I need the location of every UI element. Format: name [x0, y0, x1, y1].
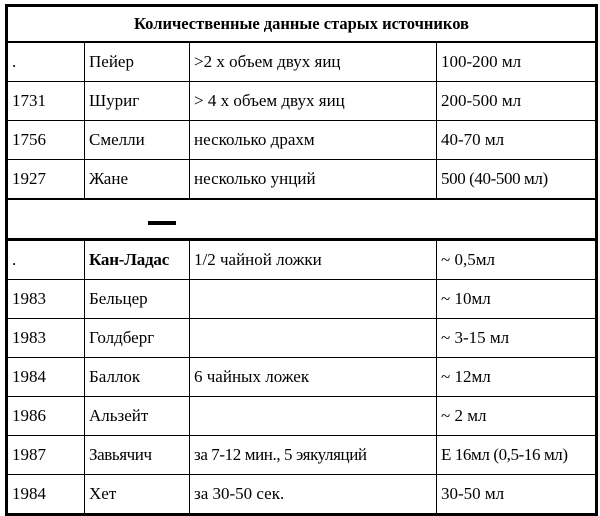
separator-dash-icon — [148, 221, 176, 225]
cell-name: Пейер — [85, 42, 190, 82]
cell-description — [190, 397, 437, 436]
table-row — [7, 280, 597, 319]
cell-name: Кан-Ладас — [85, 240, 190, 280]
table-row — [7, 121, 597, 160]
cell-year: 1983 — [7, 319, 85, 358]
cell-volume: 30-50 мл — [437, 475, 597, 515]
cell-description: > 4 х объем двух яиц — [190, 82, 437, 121]
cell-description: несколько драхм — [190, 121, 437, 160]
cell-year: 1986 — [7, 397, 85, 436]
cell-year: 1731 — [7, 82, 85, 121]
cell-description — [190, 319, 437, 358]
quantitative-data-table — [5, 4, 598, 516]
table-row — [7, 160, 597, 200]
cell-year: . — [7, 240, 85, 280]
cell-name: Голдберг — [85, 319, 190, 358]
separator-cell — [7, 199, 597, 240]
cell-description: за 30-50 сек. — [190, 475, 437, 515]
cell-year: 1987 — [7, 436, 85, 475]
cell-volume: ~ 3-15 мл — [437, 319, 597, 358]
cell-volume: 100-200 мл — [437, 42, 597, 82]
cell-year: 1984 — [7, 475, 85, 515]
table-row — [7, 42, 597, 82]
cell-volume: 200-500 мл — [437, 82, 597, 121]
cell-description: >2 x объем двух яиц — [190, 42, 437, 82]
cell-volume: ~ 0,5мл — [437, 240, 597, 280]
cell-volume: ~ 2 мл — [437, 397, 597, 436]
cell-volume: Е 16мл (0,5-16 мл) — [437, 436, 597, 475]
cell-volume: 40-70 мл — [437, 121, 597, 160]
cell-year: 1983 — [7, 280, 85, 319]
table-row — [7, 397, 597, 436]
cell-year: . — [7, 42, 85, 82]
cell-name: Баллок — [85, 358, 190, 397]
cell-description: несколько унций — [190, 160, 437, 200]
cell-volume: 500 (40-500 мл) — [437, 160, 597, 200]
cell-description — [190, 280, 437, 319]
table-row — [7, 82, 597, 121]
cell-name: Смелли — [85, 121, 190, 160]
cell-name: Альзейт — [85, 397, 190, 436]
cell-name: Завьячич — [85, 436, 190, 475]
cell-volume: ~ 10мл — [437, 280, 597, 319]
cell-year: 1927 — [7, 160, 85, 200]
table-row — [7, 319, 597, 358]
cell-volume: ~ 12мл — [437, 358, 597, 397]
table-row — [7, 475, 597, 515]
table-title-row — [7, 6, 597, 43]
table-row — [7, 436, 597, 475]
cell-description: 1/2 чайной ложки — [190, 240, 437, 280]
table-row — [7, 240, 597, 280]
cell-year: 1984 — [7, 358, 85, 397]
table-title: Количественные данные старых источников — [7, 6, 597, 43]
cell-name: Бельцер — [85, 280, 190, 319]
cell-description: за 7-12 мин., 5 эякуляций — [190, 436, 437, 475]
cell-name: Жане — [85, 160, 190, 200]
cell-name: Шуриг — [85, 82, 190, 121]
table-row — [7, 358, 597, 397]
cell-name: Хет — [85, 475, 190, 515]
table-separator-row — [7, 199, 597, 240]
cell-description: 6 чайных ложек — [190, 358, 437, 397]
cell-year: 1756 — [7, 121, 85, 160]
